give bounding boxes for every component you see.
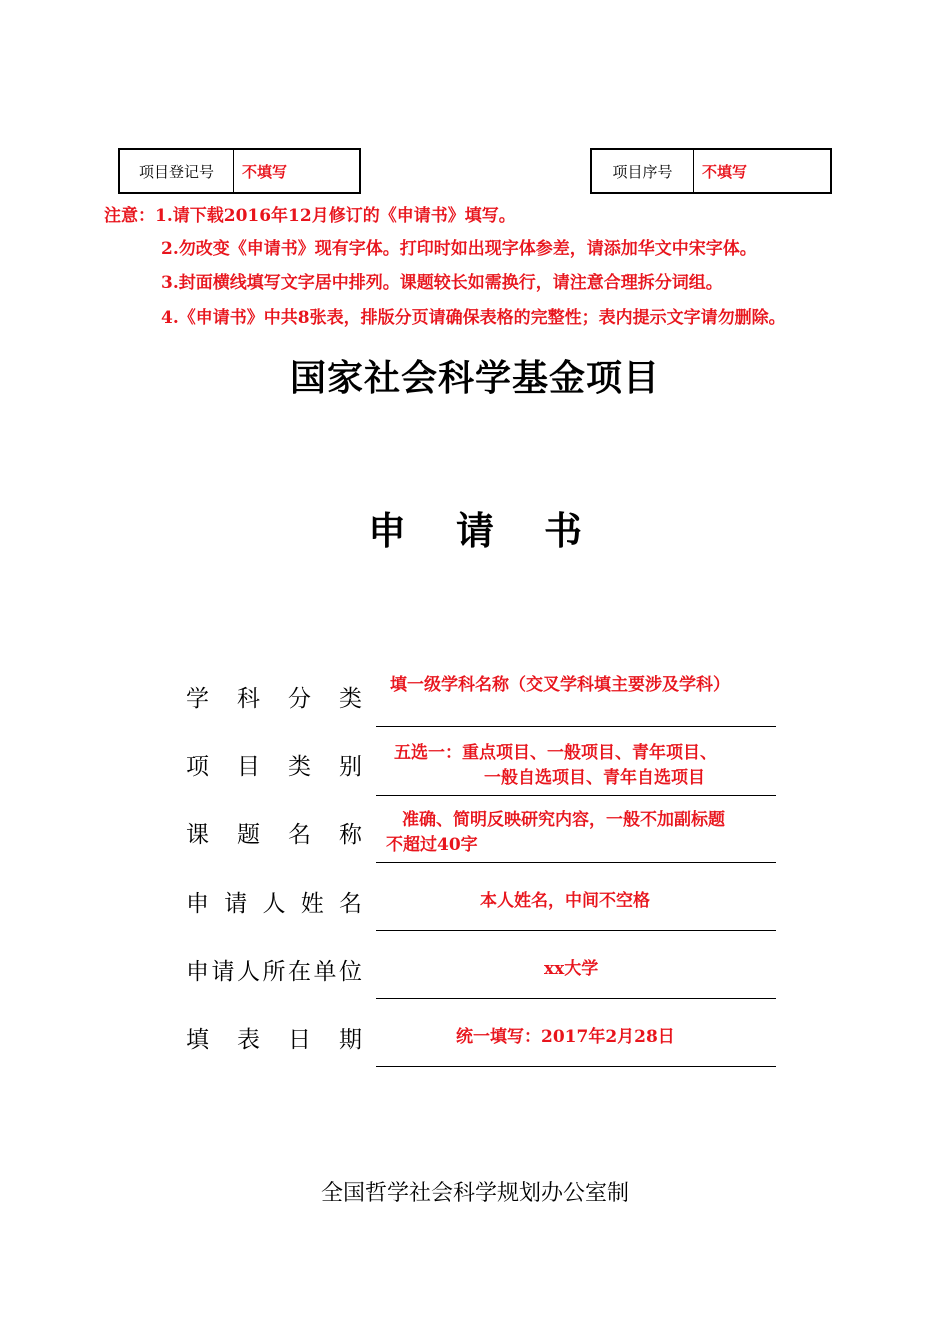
field-value-date[interactable]: 统一填写：2017年2月28日 xyxy=(456,1027,675,1047)
field-underline xyxy=(376,726,776,727)
field-value-institution[interactable]: xx大学 xyxy=(544,959,599,979)
field-value-project-type-line1[interactable]: 五选一：重点项目、一般项目、青年项目、 xyxy=(394,743,717,763)
field-label-char: 目 xyxy=(237,754,260,780)
sequence-number-value[interactable]: 不填写 xyxy=(702,162,748,181)
registration-number-box xyxy=(118,148,361,194)
field-label-char: 学 xyxy=(186,686,209,712)
field-label-char: 位 xyxy=(339,959,362,985)
field-label-char: 人 xyxy=(262,891,286,917)
field-label-char: 科 xyxy=(237,686,260,712)
field-label-char: 单 xyxy=(313,959,337,985)
sequence-number-label: 项目序号 xyxy=(592,150,694,192)
field-value-project-type-line2[interactable]: 一般自选项目、青年自选项目 xyxy=(484,768,705,788)
field-label-institution xyxy=(186,953,362,986)
registration-number-label: 项目登记号 xyxy=(120,150,234,192)
notice-line-1: 注意：1.请下载2016年12月修订的《申请书》填写。 xyxy=(104,206,516,226)
field-label-discipline xyxy=(186,680,362,713)
field-label-applicant-name xyxy=(186,885,362,918)
field-value-topic-line2[interactable]: 不超过40字 xyxy=(386,835,478,855)
field-underline xyxy=(376,998,776,999)
field-label-char: 填 xyxy=(186,1027,209,1053)
field-label-char: 请 xyxy=(224,891,248,917)
page-title: 国家社会科学基金项目 xyxy=(289,357,660,399)
notice-line-4: 4.《申请书》中共8张表，排版分页请确保表格的完整性；表内提示文字请勿删除。 xyxy=(161,308,786,328)
field-label-char: 别 xyxy=(339,754,362,780)
field-underline xyxy=(376,930,776,931)
field-label-char: 所 xyxy=(262,959,286,985)
document-title: 申请书 xyxy=(367,508,632,553)
field-label-char: 题 xyxy=(237,822,260,848)
field-label-char: 人 xyxy=(237,959,260,985)
field-label-char: 名 xyxy=(339,891,362,917)
issuer-footer: 全国哲学社会科学规划办公室制 xyxy=(320,1181,629,1206)
field-label-char: 类 xyxy=(288,754,311,780)
sequence-number-box xyxy=(590,148,832,194)
field-label-char: 表 xyxy=(237,1027,260,1053)
registration-number-value[interactable]: 不填写 xyxy=(242,162,288,181)
field-underline xyxy=(376,862,776,863)
field-label-char: 项 xyxy=(186,754,209,780)
field-underline xyxy=(376,1066,776,1067)
field-label-topic xyxy=(186,816,362,849)
field-underline xyxy=(376,795,776,796)
field-label-char: 类 xyxy=(339,686,362,712)
field-label-char: 课 xyxy=(186,822,209,848)
field-label-char: 称 xyxy=(339,822,362,848)
field-label-project-type xyxy=(186,748,362,781)
field-value-applicant-name[interactable]: 本人姓名，中间不空格 xyxy=(480,891,650,911)
notice-line-2: 2.勿改变《申请书》现有字体。打印时如出现字体参差，请添加华文中宋字体。 xyxy=(161,239,757,259)
field-label-char: 姓 xyxy=(300,891,324,917)
field-label-date xyxy=(186,1021,362,1054)
field-label-char: 申 xyxy=(186,891,209,917)
field-label-char: 在 xyxy=(288,959,311,985)
field-value-topic-line1[interactable]: 准确、简明反映研究内容，一般不加副标题 xyxy=(402,810,725,830)
field-label-char: 期 xyxy=(339,1027,362,1053)
field-label-char: 请 xyxy=(211,959,235,985)
field-label-char: 分 xyxy=(288,686,311,712)
field-label-char: 申 xyxy=(186,959,209,985)
notice-line-3: 3.封面横线填写文字居中排列。课题较长如需换行，请注意合理拆分词组。 xyxy=(161,273,723,293)
field-value-discipline[interactable]: 填一级学科名称（交叉学科填主要涉及学科） xyxy=(390,675,730,695)
field-label-char: 名 xyxy=(288,822,311,848)
field-label-char: 日 xyxy=(288,1027,311,1053)
